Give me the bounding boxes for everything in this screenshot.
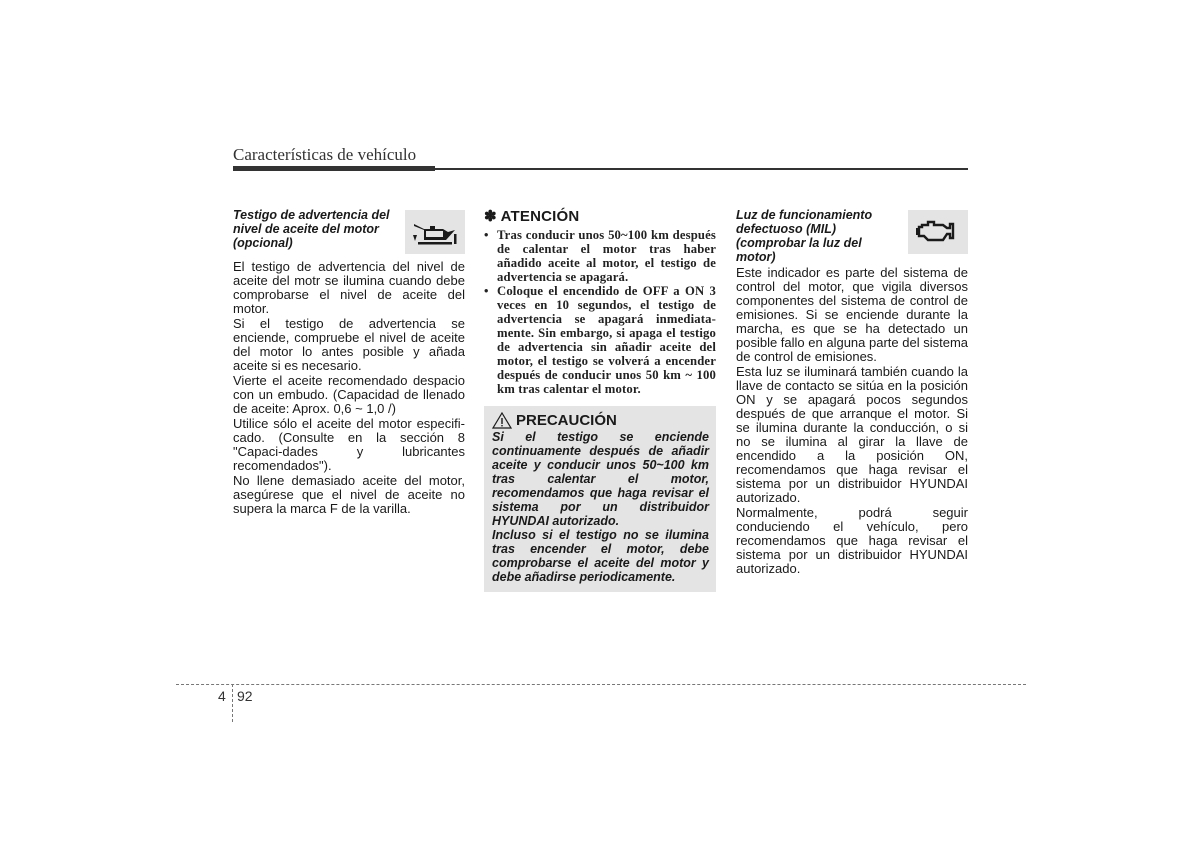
mil-title: Luz de funcionamiento defectuoso (MIL) (comprobar la luz del motor) (736, 208, 873, 264)
mil-paragraph-3: Normalmente, podrá seguir conduciendo el vehículo, pero recomendamos que haga revisar el sistema por un distribuidor HYUNDAI autorizado. (736, 505, 968, 576)
attention-item (484, 284, 716, 396)
oil-paragraph-3: Vierte el aceite recomendado despacio con un embudo. (Capacidad de llenado de aceite: Aprox. 0,6 ~ 1,0 /) (233, 373, 465, 416)
mil-paragraph-2: Esta luz se iluminará también cuando la llave de contacto se sitúa en la posición ON y se apagará pocos segundos después de que arranque el motor. Si se ilumina durante la conducción, o si no se ilumina al girar la llave de encendido a la posición ON, recomendamos que haga revisar el sistema por un distribuidor HYUNDAI autorizado. (736, 364, 968, 505)
caution-paragraph-2: Incluso si el testigo no se ilumina tras encender el motor, debe comprobarse el aceite del motor y debe añadirse periodicamente. (492, 528, 709, 584)
footer-rule (176, 684, 1026, 685)
asterisk-icon: ✽ (484, 208, 497, 225)
attention-list (484, 228, 716, 396)
caution-title: PRECAUCIÓN (516, 412, 617, 429)
attention-item-text: Coloque el encendido de OFF a ON 3 veces en 10 segundos, el testigo de advertencia se apagará inmediata-mente. Sin embargo, si apaga el testigo de advertencia sin añadir aceite del motor, el testigo se volverá a encender después de conducir unos 50 km ~ 100 km tras calentar el motor. (497, 284, 716, 396)
caution-paragraph-1: Si el testigo se enciende continuamente después de añadir aceite y conducir unos 50~100 km tras calentar el motor, recomendamos que haga revisar el sistema por un distribuidor HYUNDAI autorizado. (492, 430, 709, 528)
footer-divider (232, 684, 233, 722)
warning-triangle-icon (492, 412, 512, 429)
oil-paragraph-5: No llene demasiado aceite del motor, asegúrese que el nivel de aceite no supera la marca F de la varilla. (233, 473, 465, 516)
left-column (233, 205, 465, 517)
attention-heading (484, 207, 716, 225)
oil-paragraph-1: El testigo de advertencia del nivel de aceite del motr se ilumina cuando debe comprobarse el nivel de aceite del motor. (233, 259, 465, 316)
bullet-icon: • (484, 284, 489, 298)
mil-icon-box (908, 210, 968, 254)
oil-warning-title: Testigo de advertencia del nivel de aceite del motor (opcional) (233, 208, 390, 250)
bullet-icon: • (484, 228, 489, 242)
page-number: 92 (237, 688, 253, 704)
attention-title: ATENCIÓN (500, 208, 580, 225)
oil-pressure-icon-box (405, 210, 465, 254)
check-engine-icon (913, 217, 963, 247)
right-column (736, 205, 968, 577)
chapter-number: 4 (218, 688, 226, 704)
caution-box (484, 406, 716, 592)
oil-can-icon (410, 217, 460, 247)
oil-paragraph-2: Si el testigo de advertencia se enciende, compruebe el nivel de aceite del motor lo antes posible y añada aceite si es necesario. (233, 316, 465, 373)
middle-column (484, 205, 716, 592)
header-rule-accent (233, 166, 435, 171)
page-header-title: Características de vehículo (233, 145, 417, 164)
oil-paragraph-4: Utilice sólo el aceite del motor especifi-cado. (Consulte en la sección 8 "Capaci-dades y lubricantes recomendados"). (233, 416, 465, 473)
attention-item (484, 228, 716, 284)
mil-paragraph-1: Este indicador es parte del sistema de control del motor, que vigila diversos componentes del sistema de control de emisiones. Si se enciende durante la marcha, es que se ha detectado un posible fallo en alguna parte del sistema de control de emisiones. (736, 265, 968, 364)
attention-item-text: Tras conducir unos 50~100 km después de calentar el motor tras haber añadido aceite al motor, el testigo de advertencia se apagará. (497, 228, 716, 284)
